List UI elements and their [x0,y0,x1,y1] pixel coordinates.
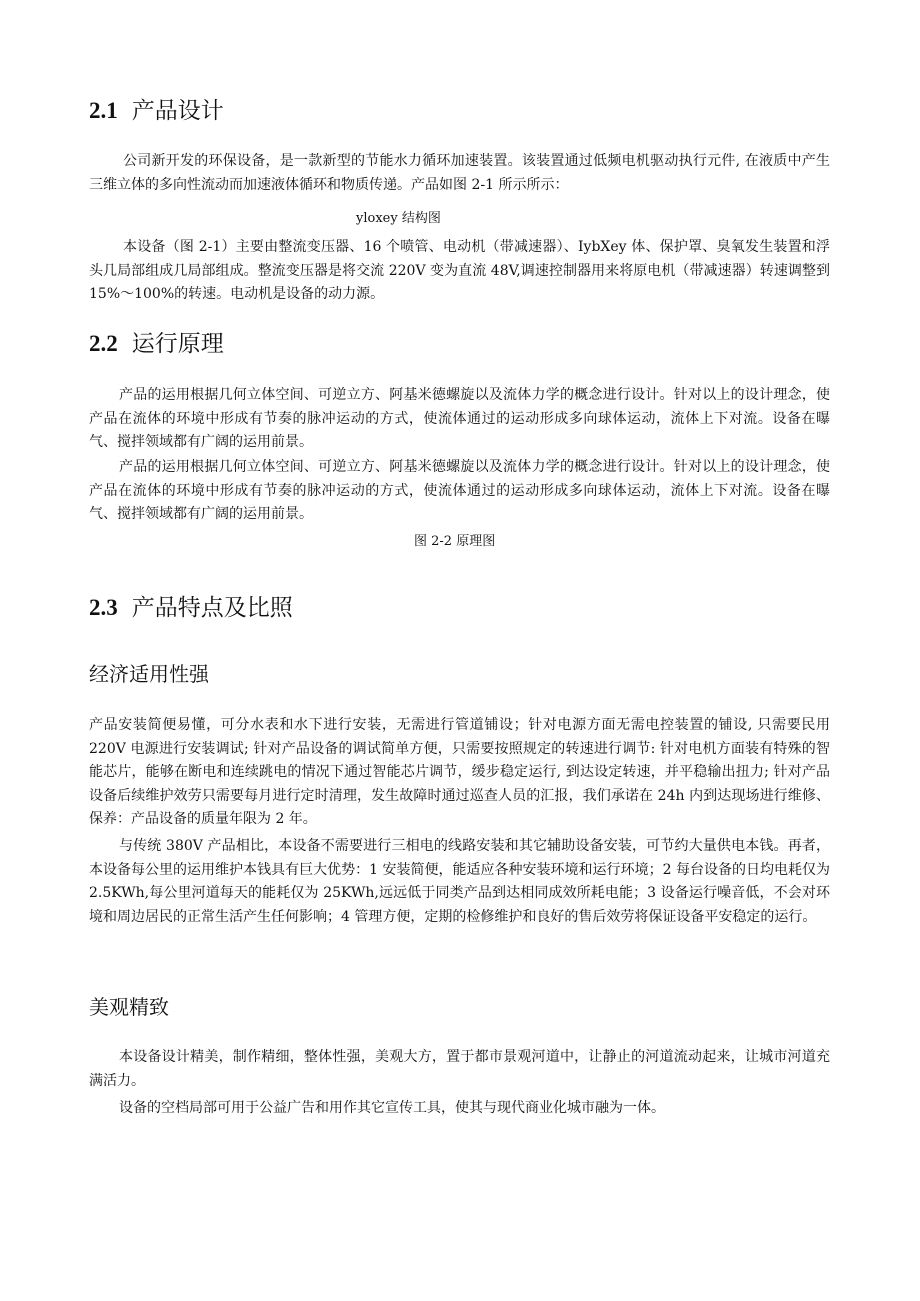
section-heading-2-2 [89,325,224,358]
figure-caption: yloxey 结构图 [356,211,441,226]
section-heading-2-1 [89,92,224,125]
paragraph: 与传统 380V 产品相比，本设备不需要进行三相电的线路安装和其它辅助设备安装，可节约大量供电本钱。再者，本设备每公里的运用维护本钱具有巨大优势：1 安装简便，能适应各种安装环境和运行环境；2 每台设备的日均电耗仅为 2.5KWh,每公里河道每天的能耗仅为 25KWh,远远低于同类产品到达相同成效所耗电能；3 设备运行噪音低，不会对环境和周边居民的正常生活产生任何影响；4 管理方便，定期的检修维护和良好的售后效劳将保证设备平安稳定的运行。 [89,838,830,925]
paragraph: 产品安装简便易懂，可分水表和水下进行安装，无需进行管道铺设；针对电源方面无需电控装置的铺设, 只需要民用 220V 电源进行安装调试; 针对产品设备的调试简单方便，只需要按照规定的转速进行调节: 针对电机方面装有特殊的智能芯片，能够在断电和连续跳电的情况下通过智能芯片调节，缓步稳定运行, 到达设定转速，并平稳输出扭力; 针对产品设备后续维护效劳只需要每月进行定时清理，发生故障时通过巡查人员的汇报，我们承诺在 24h 内到达现场进行维修、保养：产品设备的质量年限为 2 年。 [89,717,830,827]
section-title: 运行原理 [131,331,224,357]
section-number: 2.3 [89,595,118,620]
paragraph: 公司新开发的环保设备，是一款新型的节能水力循环加速装置。该装置通过低频电机驱动执行元件, 在液质中产生三维立体的多向性流动而加速液体循环和物质传递。产品如图 2-1 所示所示： [89,153,830,193]
section-heading-2-3 [89,589,293,622]
section-title: 产品设计 [131,98,224,124]
section-title: 产品特点及比照 [131,595,293,621]
paragraph: 产品的运用根据几何立体空间、可逆立方、阿基米德螺旋以及流体力学的概念进行设计。针对以上的设计理念，使产品在流体的环境中形成有节奏的脉冲运动的方式，使流体通过的运动形成多向球体运动，流体上下对流。设备在曝气、搅拌领域都有广阔的运用前景。 [89,459,830,522]
paragraph: 产品的运用根据几何立体空间、可逆立方、阿基米德螺旋以及流体力学的概念进行设计。针对以上的设计理念，使产品在流体的环境中形成有节奏的脉冲运动的方式，使流体通过的运动形成多向球体运动，流体上下对流。设备在曝气、搅拌领域都有广阔的运用前景。 [89,387,830,450]
section-number: 2.2 [89,331,118,356]
figure-caption: 图 2-2 原理图 [414,534,496,549]
section-number: 2.1 [89,98,118,123]
paragraph: 本设备（图 2-1）主要由整流变压器、16 个喷管、电动机（带减速器）、IybXey 体、保护罩、臭氧发生装置和浮头几局部组成几局部组成。整流变压器是将交流 220V 变为直流 48V,调速控制器用来将原电机（带减速器）转速调整到 15%～100%的转速。电动机是设备的动力源。 [89,239,830,302]
subsection-heading: 经济适用性强 [89,662,209,686]
paragraph: 本设备设计精美，制作精细，整体性强，美观大方，置于都市景观河道中，让静止的河道流动起来，让城市河道充满活力。 [89,1049,830,1089]
paragraph: 设备的空档局部可用于公益广告和用作其它宣传工具，使其与现代商业化城市融为一体。 [119,1100,665,1116]
subsection-heading: 美观精致 [89,995,169,1019]
